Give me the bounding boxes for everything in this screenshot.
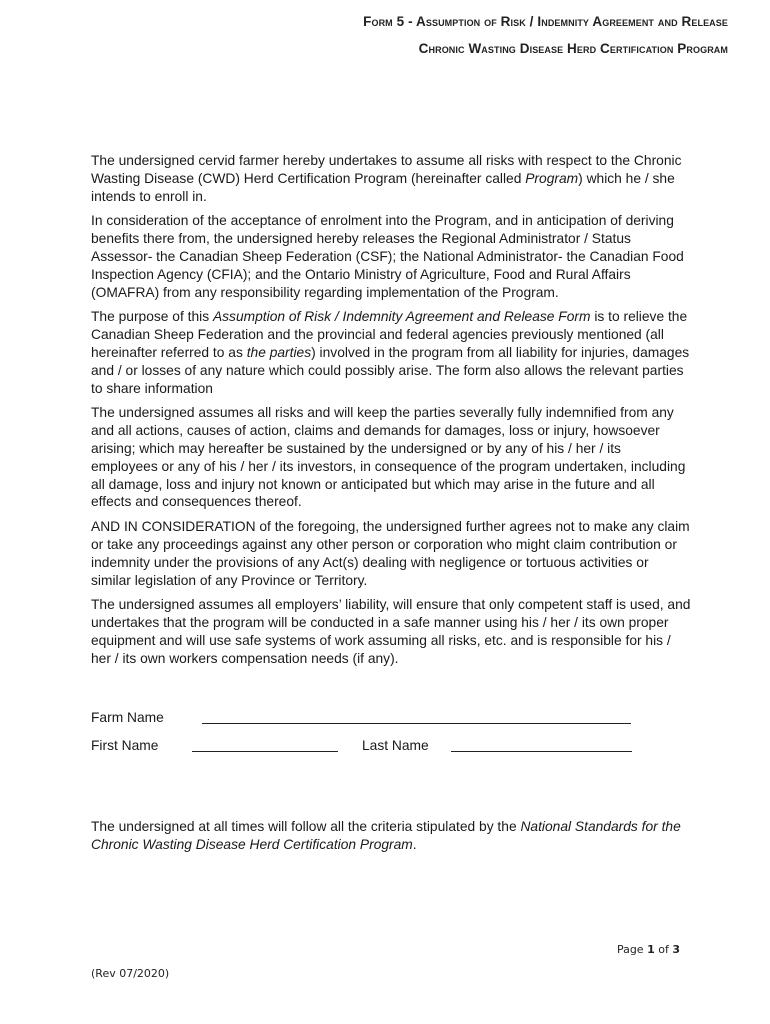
farm-name-row bbox=[91, 710, 651, 738]
text-span: The undersigned cervid farmer hereby undertakes to assume all risks with respect to the Chronic Wasting Disease (CWD) Herd Certification Program (hereinafter called bbox=[91, 153, 682, 186]
form-header-title: Form 5 - Assumption of Risk / Indemnity Agreement and Release bbox=[363, 14, 728, 29]
first-name-label: First Name bbox=[91, 738, 159, 753]
last-name-field[interactable] bbox=[451, 751, 632, 752]
farm-name-field[interactable] bbox=[202, 723, 631, 724]
last-name-label: Last Name bbox=[362, 738, 429, 753]
text-span: ) involved in the program from all liability for injuries, damages and / or losses of any nature which could possibly arise. The form also allows the relevant parties to share information bbox=[91, 344, 690, 396]
text-span: ) which he / she intends to enroll in. bbox=[91, 170, 675, 204]
paragraph-indemnity: The undersigned assumes all risks and will keep the parties severally fully indemnified from any and all actions, causes of action, claims and demands for damages, loss or injury, howsoever arising; which may hereafter be sustained by the undersigned or by any of his / her / its employees or any of his / her / its investors, in consequence of the program undertaken, including all damage, loss and injury not known or anticipated but which may arise in the future and all effects and consequences thereof. bbox=[91, 405, 686, 510]
emphasis-text: National Standards for the Chronic Wasting Disease Herd Certification Program bbox=[91, 819, 681, 852]
paragraph-intro bbox=[91, 152, 691, 205]
emphasis-text: the parties bbox=[246, 344, 312, 360]
agreement-body bbox=[91, 152, 691, 675]
first-name-field[interactable] bbox=[192, 751, 338, 752]
compliance-statement bbox=[91, 818, 691, 854]
emphasis-text: Program bbox=[525, 170, 579, 186]
page-number bbox=[617, 943, 680, 956]
page-current: 1 bbox=[647, 943, 655, 956]
paragraph-liability: The undersigned assumes all employers’ liability, will ensure that only competent staff is used, and undertakes that the program will be conducted in a safe manner using his / her / its own proper equipment and will use safe systems of work assuming all risks, etc. and is responsible for his / her / its own workers compensation needs (if any). bbox=[91, 597, 691, 666]
form-header-subtitle: Chronic Wasting Disease Herd Certification Program bbox=[418, 41, 728, 56]
text-span: The purpose of this bbox=[91, 309, 213, 325]
text-span: is to relieve the Canadian Sheep Federation and the provincial and federal agencies previously mentioned (all hereinafter referred to as bbox=[91, 309, 688, 360]
farm-name-label: Farm Name bbox=[91, 710, 164, 725]
paragraph-release: In consideration of the acceptance of enrolment into the Program, and in anticipation of deriving benefits there from, the undersigned hereby releases the Regional Administrator / Status Assessor- the Canadian Sheep Federation (CSF); the National Administrator- the Canadian Food Inspection Agency (CFIA); and the Ontario Ministry of Agriculture, Food and Rural Affairs (OMAFRA) from any responsibility regarding implementation of the Program. bbox=[91, 213, 684, 300]
emphasis-text: Assumption of Risk / Indemnity Agreement and Release Form bbox=[212, 309, 591, 325]
paragraph-purpose bbox=[91, 308, 691, 397]
page-word: Page bbox=[616, 943, 644, 956]
text-span: The undersigned at all times will follow all the criteria stipulated by the bbox=[91, 819, 521, 834]
page-of: of bbox=[658, 943, 669, 956]
signature-fields bbox=[91, 710, 651, 766]
page-total: 3 bbox=[672, 943, 680, 956]
text-span: . bbox=[412, 837, 417, 852]
name-row bbox=[91, 738, 651, 766]
revision-label: (Rev 07/2020) bbox=[91, 967, 170, 980]
paragraph-consideration: AND IN CONSIDERATION of the foregoing, the undersigned further agrees not to make any claim or take any proceedings against any other person or corporation who might claim contribution or indemnity under the provisions of any Act(s) dealing with negligence or tortuous activities or similar legislation of any Province or Territory. bbox=[91, 519, 690, 588]
